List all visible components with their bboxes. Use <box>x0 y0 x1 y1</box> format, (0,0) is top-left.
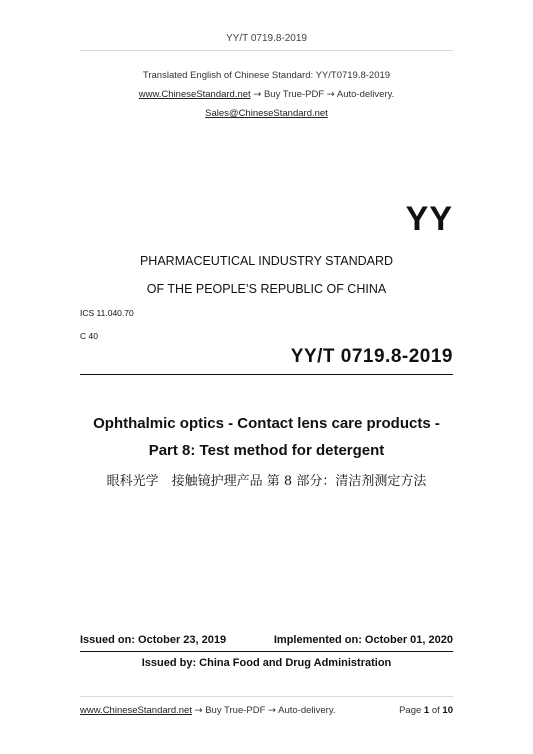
standard-logo: YY <box>405 200 453 238</box>
email-link[interactable]: Sales@ChineseStandard.net <box>205 108 328 119</box>
page-current: 1 <box>423 705 430 716</box>
ics-code: ICS 11.040.70 <box>80 308 134 318</box>
ccs-code: C 40 <box>80 331 98 341</box>
page-of: of <box>431 705 440 716</box>
footer-divider <box>80 696 453 697</box>
translation-note: Translated English of Chinese Standard: YY/T0719.8-2019 <box>142 70 391 81</box>
implemented-date: Implemented on: October 01, 2020 <box>273 634 453 646</box>
buy-text: Buy True-PDF <box>263 89 325 100</box>
arrow-right-icon: → <box>326 89 335 100</box>
footer-purchase-line <box>80 705 336 716</box>
email-line <box>0 108 533 119</box>
header-divider <box>80 50 453 51</box>
document-title-line1: Ophthalmic optics - Contact lens care products - <box>93 415 440 432</box>
footer-site-link[interactable]: www.ChineseStandard.net <box>80 705 192 716</box>
dates-rule <box>80 651 453 652</box>
page-label: Page <box>399 705 422 716</box>
standard-number: YY/T 0719.8-2019 <box>290 346 453 367</box>
issued-date: Issued on: October 23, 2019 <box>80 634 227 646</box>
site-link[interactable]: www.ChineseStandard.net <box>138 89 251 100</box>
page-indicator <box>399 705 453 716</box>
standard-type-line1: PHARMACEUTICAL INDUSTRY STANDARD <box>139 254 394 268</box>
document-title-chinese: 眼科光学 接触镜护理产品 第 8 部分：清洁剂测定方法 <box>106 474 427 489</box>
purchase-line <box>0 89 533 100</box>
arrow-right-icon: → <box>253 89 262 100</box>
title-rule <box>80 374 453 375</box>
delivery-text: Auto-delivery. <box>336 89 395 100</box>
page-total: 10 <box>442 705 453 716</box>
issuer: Issued by: China Food and Drug Administration <box>141 657 392 669</box>
document-title-line2: Part 8: Test method for detergent <box>148 442 385 459</box>
standard-type-line2: OF THE PEOPLE’S REPUBLIC OF CHINA <box>146 282 387 296</box>
running-header: YY/T 0719.8-2019 <box>226 33 307 44</box>
footer-buy-text: Buy True-PDF <box>205 705 266 716</box>
arrow-right-icon: → <box>268 705 277 716</box>
arrow-right-icon: → <box>194 705 203 716</box>
footer-delivery-text: Auto-delivery. <box>278 705 336 716</box>
